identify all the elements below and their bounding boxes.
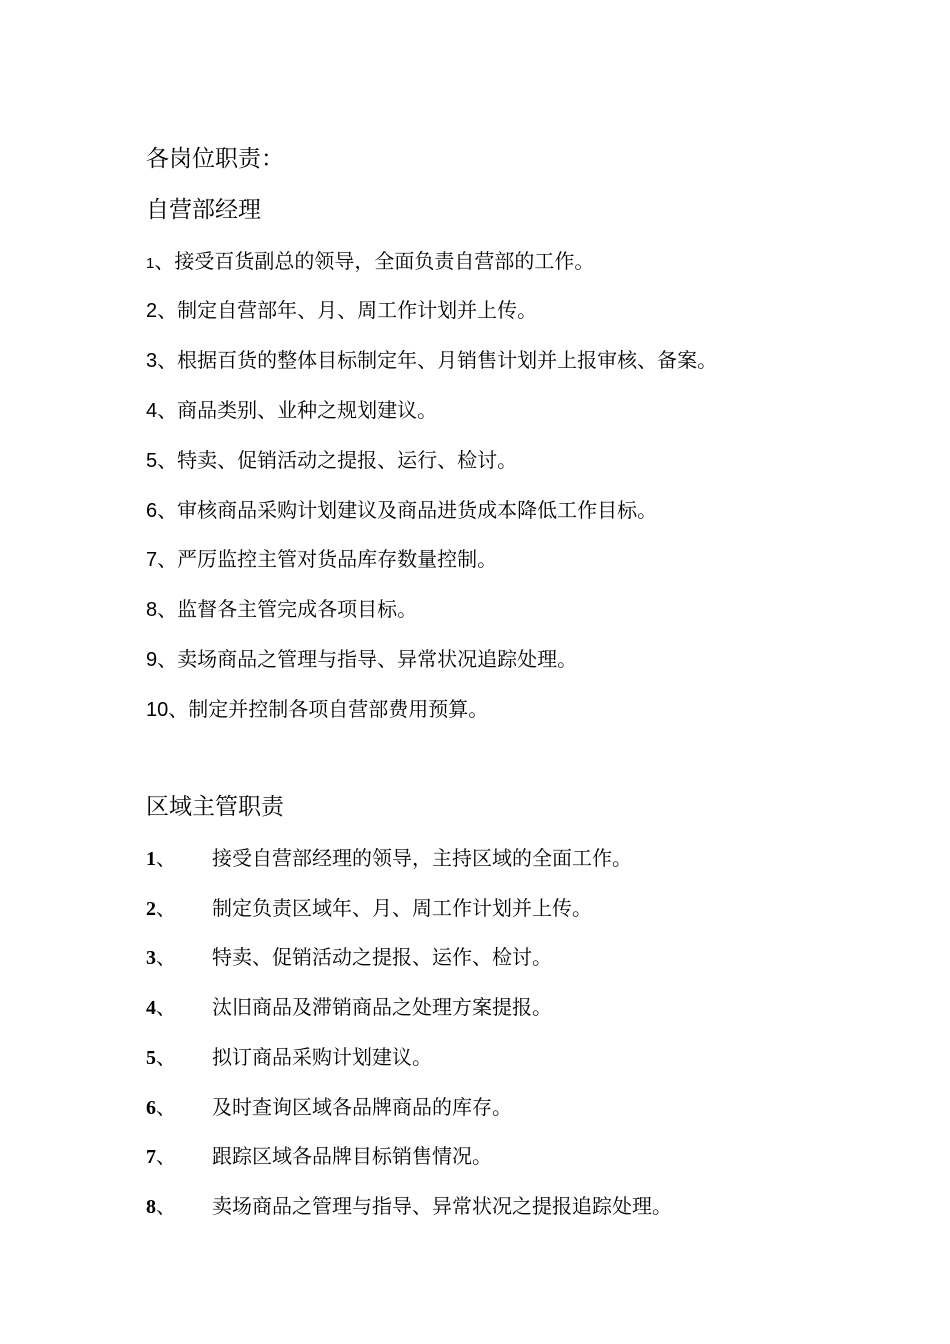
item-text: 汰旧商品及滞销商品之处理方案提报。 bbox=[212, 995, 552, 1019]
item-separator: 、 bbox=[168, 697, 189, 721]
list-item bbox=[146, 397, 437, 424]
item-separator: 、 bbox=[156, 848, 176, 870]
item-number: 9 bbox=[146, 649, 158, 671]
list-item bbox=[146, 546, 497, 573]
section-title-manager: 自营部经理 bbox=[146, 197, 261, 223]
item-number-group bbox=[146, 1194, 212, 1220]
item-number: 2 bbox=[146, 300, 158, 322]
list-item bbox=[146, 845, 632, 872]
list-item bbox=[146, 497, 657, 524]
list-item bbox=[146, 297, 537, 324]
item-number: 7 bbox=[146, 1146, 156, 1168]
list-item bbox=[146, 994, 552, 1021]
item-text: 卖场商品之管理与指导、异常状况之提报追踪处理。 bbox=[212, 1194, 672, 1218]
item-separator: 、 bbox=[157, 398, 178, 422]
list-item bbox=[146, 696, 488, 723]
item-separator: 、 bbox=[157, 348, 178, 372]
item-text: 根据百货的整体目标制定年、月销售计划并上报审核、备案。 bbox=[177, 348, 718, 372]
item-text: 特卖、促销活动之提报、运作、检讨。 bbox=[212, 945, 552, 969]
item-number: 4 bbox=[146, 400, 158, 422]
item-number: 4 bbox=[146, 997, 156, 1019]
document-title: 各岗位职责： bbox=[146, 146, 284, 172]
item-number: 6 bbox=[146, 1097, 156, 1119]
item-text: 商品类别、业种之规划建议。 bbox=[177, 398, 438, 422]
item-number-group bbox=[146, 896, 212, 922]
item-number-group bbox=[146, 1095, 212, 1121]
item-text: 制定负责区域年、月、周工作计划并上传。 bbox=[212, 896, 592, 920]
item-separator: 、 bbox=[157, 647, 178, 671]
list-item bbox=[146, 895, 592, 922]
item-number: 3 bbox=[146, 947, 156, 969]
list-item bbox=[146, 1094, 512, 1121]
item-separator: 、 bbox=[157, 298, 178, 322]
item-number-group bbox=[146, 995, 212, 1021]
item-separator: 、 bbox=[157, 498, 178, 522]
item-number: 10 bbox=[146, 699, 169, 721]
item-text: 制定自营部年、月、周工作计划并上传。 bbox=[177, 298, 538, 322]
item-text: 及时查询区域各品牌商品的库存。 bbox=[212, 1095, 512, 1119]
item-number: 5 bbox=[146, 1047, 156, 1069]
item-number: 3 bbox=[146, 350, 158, 372]
item-separator: 、 bbox=[157, 547, 178, 571]
item-text: 跟踪区域各品牌目标销售情况。 bbox=[212, 1144, 492, 1168]
list-item bbox=[146, 248, 594, 277]
item-number-group bbox=[146, 846, 212, 872]
item-number-group bbox=[146, 1144, 212, 1170]
item-text: 审核商品采购计划建议及商品进货成本降低工作目标。 bbox=[177, 498, 658, 522]
list-item bbox=[146, 596, 417, 623]
item-number: 1 bbox=[146, 848, 156, 870]
item-separator: 、 bbox=[156, 898, 176, 920]
item-text: 监督各主管完成各项目标。 bbox=[177, 597, 418, 621]
item-separator: 、 bbox=[154, 249, 175, 273]
item-text: 制定并控制各项自营部费用预算。 bbox=[188, 697, 489, 721]
item-number: 8 bbox=[146, 1196, 156, 1218]
item-number: 8 bbox=[146, 599, 158, 621]
item-separator: 、 bbox=[157, 597, 178, 621]
item-text: 严厉监控主管对货品库存数量控制。 bbox=[177, 547, 498, 571]
item-text: 接受自营部经理的领导，主持区域的全面工作。 bbox=[212, 846, 632, 870]
list-item bbox=[146, 1044, 432, 1071]
list-item bbox=[146, 646, 577, 673]
item-number: 1 bbox=[146, 255, 155, 272]
item-text: 卖场商品之管理与指导、异常状况追踪处理。 bbox=[177, 647, 578, 671]
item-number: 6 bbox=[146, 500, 158, 522]
item-number: 7 bbox=[146, 549, 158, 571]
item-separator: 、 bbox=[156, 997, 176, 1019]
list-item bbox=[146, 1143, 492, 1170]
item-text: 拟订商品采购计划建议。 bbox=[212, 1045, 432, 1069]
list-item bbox=[146, 347, 717, 374]
item-number: 5 bbox=[146, 450, 158, 472]
item-text: 接受百货副总的领导，全面负责自营部的工作。 bbox=[174, 249, 595, 273]
item-text: 特卖、促销活动之提报、运行、检讨。 bbox=[177, 448, 518, 472]
list-item bbox=[146, 944, 552, 971]
item-separator: 、 bbox=[157, 448, 178, 472]
item-separator: 、 bbox=[156, 1196, 176, 1218]
item-number: 2 bbox=[146, 898, 156, 920]
section-title-area-supervisor: 区域主管职责 bbox=[146, 794, 284, 820]
item-number-group bbox=[146, 1045, 212, 1071]
list-item bbox=[146, 447, 517, 474]
item-separator: 、 bbox=[156, 1146, 176, 1168]
item-number-group bbox=[146, 945, 212, 971]
item-separator: 、 bbox=[156, 1047, 176, 1069]
list-item bbox=[146, 1193, 672, 1220]
item-separator: 、 bbox=[156, 947, 176, 969]
item-separator: 、 bbox=[156, 1097, 176, 1119]
